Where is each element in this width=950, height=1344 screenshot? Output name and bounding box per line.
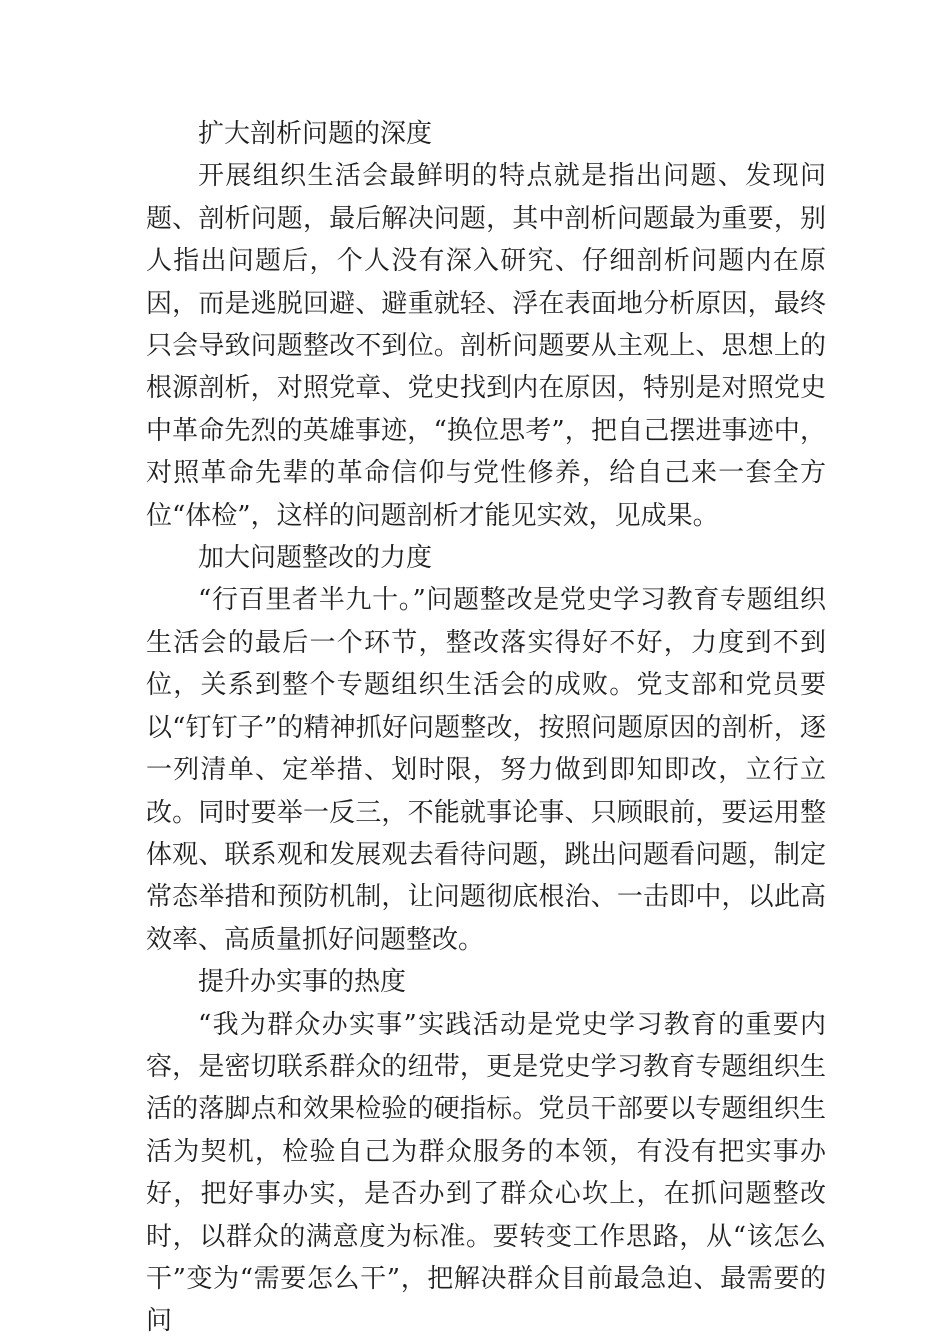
paragraph-rectification: “行百里者半九十。”问题整改是党史学习教育专题组织生活会的最后一个环节，整改落实得好不好，力度到不到位，关系到整个专题组织生活会的成败。党支部和党员要以“钉钉子”的精神抓好问题整改，按照问题原因的剖析，逐一列清单、定举措、划时限，努力做到即知即改，立行立改。同时要举一反三，不能就事论事、只顾眼前，要运用整体观、联系观和发展观去看待问题，跳出问题看问题，制定常态举措和预防机制，让问题彻底根治、一击即中，以此高效率、高质量抓好问题整改。 [146,585,826,955]
paragraph-deepen-analysis: 开展组织生活会最鲜明的特点就是指出问题、发现问题、剖析问题，最后解决问题，其中剖析问题最为重要，别人指出问题后，个人没有深入研究、仔细剖析问题内在原因，而是逃脱回避、避重就轻、浮在表面地分析原因，最终只会导致问题整改不到位。剖析问题要从主观上、思想上的根源剖析，对照党章、党史找到内在原因，特别是对照党史中革命先烈的英雄事迹，“换位思考”，把自己摆进事迹中，对照革命先辈的革命信仰与党性修养，给自己来一套全方位“体检”，这样的问题剖析才能见实效，见成果。 [146,161,826,531]
section-heading-practical-matters: 提升办实事的热度 [198,967,407,998]
paragraph-practical-matters: “我为群众办实事”实践活动是党史学习教育的重要内容，是密切联系群众的纽带，更是党史学习教育专题组织生活的落脚点和效果检验的硬指标。党员干部要以专题组织生活为契机，检验自己为群众服务的本领，有没有把实事办好，把好事办实，是否办到了群众心坎上，在抓问题整改时，以群众的满意度为标准。要转变工作思路，从“该怎么干”变为“需要怎么干”，把解决群众目前最急迫、最需要的问 [146,1009,826,1337]
section-heading-deepen-analysis: 扩大剖析问题的深度 [198,119,433,149]
document-body [146,113,826,1343]
section-heading-rectification: 加大问题整改的力度 [198,543,433,574]
